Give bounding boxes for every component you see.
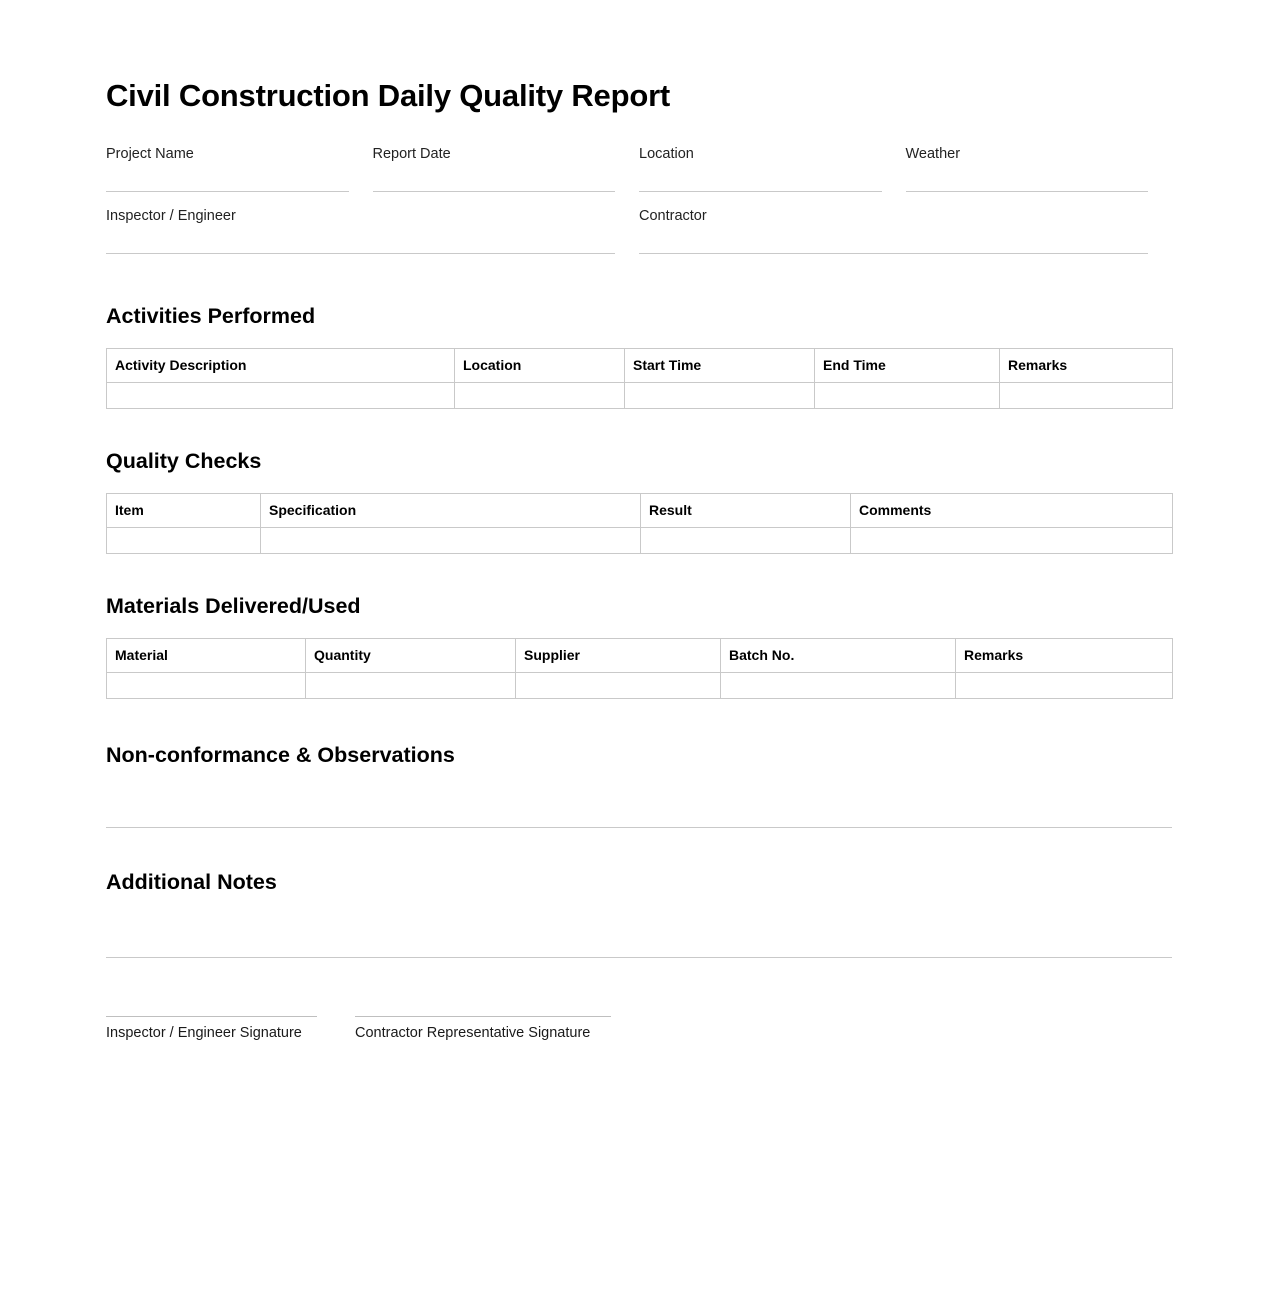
- section-heading-materials: Materials Delivered/Used: [106, 594, 361, 619]
- meta-fields-row-2: [106, 208, 1172, 254]
- field-input-inspector-engineer[interactable]: [106, 253, 615, 254]
- section-heading-additional-notes: Additional Notes: [106, 869, 277, 894]
- column-header-result: Result: [641, 494, 851, 528]
- cell-result[interactable]: [641, 528, 851, 554]
- field-input-contractor[interactable]: [639, 253, 1148, 254]
- section-heading-quality-checks: Quality Checks: [106, 449, 262, 474]
- table-row: [107, 383, 1173, 409]
- column-header-item: Item: [107, 494, 261, 528]
- quality-checks-table: [106, 493, 1173, 554]
- table-header-row: [107, 349, 1173, 383]
- signature-block-inspector: [106, 1016, 317, 1042]
- page-title: Civil Construction Daily Quality Report: [106, 78, 671, 113]
- cell-specification[interactable]: [261, 528, 641, 554]
- field-project-name[interactable]: [106, 146, 373, 192]
- cell-comments[interactable]: [851, 528, 1173, 554]
- column-header-end-time: End Time: [815, 349, 1000, 383]
- cell-end-time[interactable]: [815, 383, 1000, 409]
- column-header-activity-description: Activity Description: [107, 349, 455, 383]
- signature-line-inspector[interactable]: [106, 1016, 317, 1017]
- field-label-location: Location: [639, 145, 694, 162]
- field-label-contractor: Contractor: [639, 208, 707, 225]
- cell-location[interactable]: [455, 383, 625, 409]
- cell-activity-description[interactable]: [107, 383, 455, 409]
- column-header-remarks: Remarks: [956, 638, 1173, 672]
- signature-label-contractor: Contractor Representative Signature: [355, 1025, 591, 1042]
- non-conformance-input[interactable]: [106, 769, 1172, 828]
- section-heading-activities: Activities Performed: [106, 304, 316, 329]
- signature-line-contractor[interactable]: [355, 1016, 611, 1017]
- table-header-row: [107, 638, 1173, 672]
- cell-item[interactable]: [107, 528, 261, 554]
- table-header-row: [107, 494, 1173, 528]
- cell-remarks[interactable]: [956, 672, 1173, 698]
- field-weather[interactable]: [906, 146, 1173, 192]
- field-report-date[interactable]: [373, 146, 640, 192]
- column-header-specification: Specification: [261, 494, 641, 528]
- column-header-quantity: Quantity: [306, 638, 516, 672]
- field-input-weather[interactable]: [906, 191, 1149, 192]
- column-header-supplier: Supplier: [516, 638, 721, 672]
- field-label-report-date: Report Date: [372, 145, 451, 162]
- cell-start-time[interactable]: [625, 383, 815, 409]
- column-header-remarks: Remarks: [1000, 349, 1173, 383]
- signature-row: [106, 1016, 1172, 1042]
- column-header-start-time: Start Time: [625, 349, 815, 383]
- materials-table: [106, 638, 1173, 699]
- column-header-material: Material: [107, 638, 306, 672]
- field-input-project-name[interactable]: [106, 191, 349, 192]
- field-contractor[interactable]: [639, 208, 1172, 254]
- cell-remarks[interactable]: [1000, 383, 1173, 409]
- additional-notes-input[interactable]: [106, 895, 1172, 958]
- section-heading-non-conformance: Non-conformance & Observations: [106, 742, 455, 767]
- field-input-report-date[interactable]: [373, 191, 616, 192]
- field-label-inspector-engineer: Inspector / Engineer: [106, 208, 236, 225]
- table-row: [107, 528, 1173, 554]
- field-label-weather: Weather: [905, 145, 961, 162]
- meta-fields-row-1: [106, 146, 1172, 192]
- table-row: [107, 672, 1173, 698]
- column-header-location: Location: [455, 349, 625, 383]
- field-inspector-engineer[interactable]: [106, 208, 639, 254]
- field-location[interactable]: [639, 146, 906, 192]
- cell-quantity[interactable]: [306, 672, 516, 698]
- cell-material[interactable]: [107, 672, 306, 698]
- activities-table: [106, 348, 1173, 409]
- cell-batch-no[interactable]: [721, 672, 956, 698]
- column-header-comments: Comments: [851, 494, 1173, 528]
- signature-label-inspector: Inspector / Engineer Signature: [106, 1025, 302, 1042]
- column-header-batch-no: Batch No.: [721, 638, 956, 672]
- field-input-location[interactable]: [639, 191, 882, 192]
- field-label-project-name: Project Name: [106, 145, 194, 162]
- cell-supplier[interactable]: [516, 672, 721, 698]
- signature-block-contractor: [355, 1016, 611, 1042]
